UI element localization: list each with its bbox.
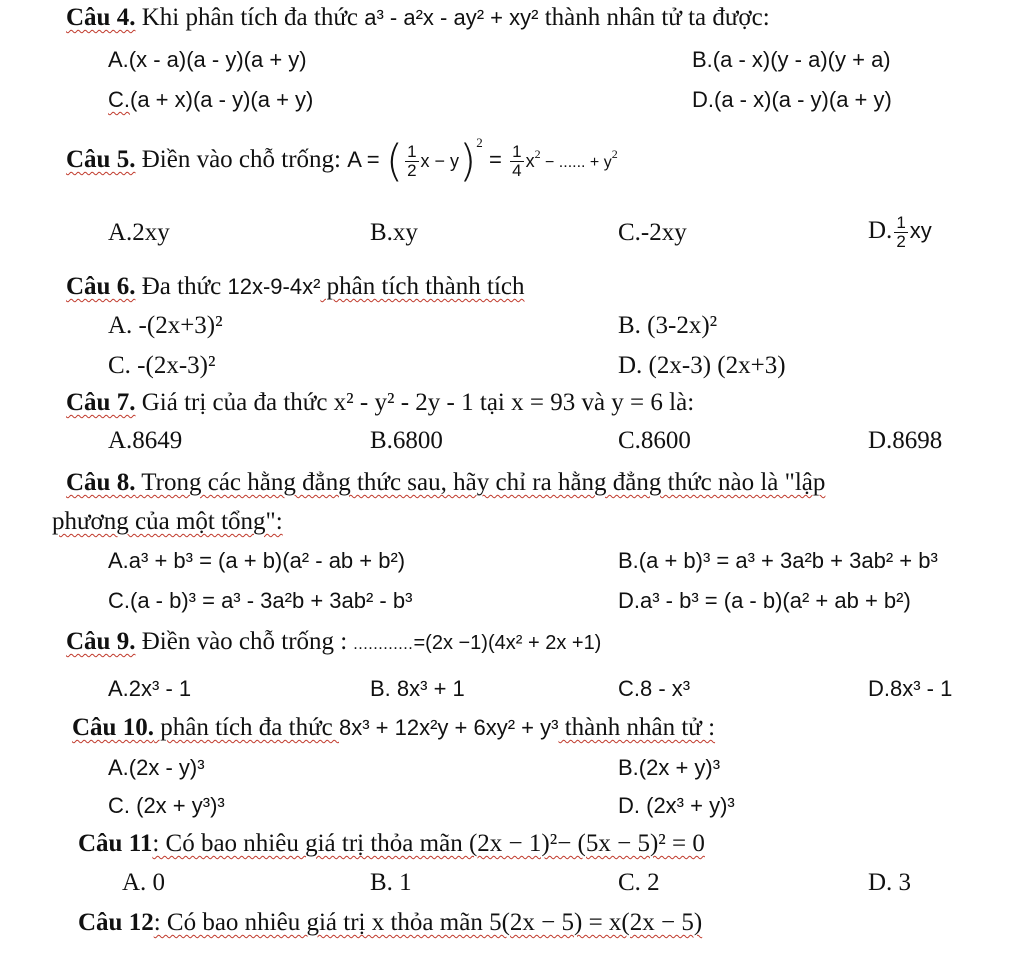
q9-expr: =(2x −1)(4x² + 2x +1) (413, 632, 602, 654)
q6-option-b[interactable]: B. (3-2x)² (618, 312, 718, 339)
q6-option-d[interactable]: D. (2x-3) (2x+3) (618, 352, 786, 379)
q9-option-a[interactable]: A.2x³ - 1 (108, 676, 192, 701)
q4-option-d[interactable]: D.(a - x)(a - y)(a + y) (692, 87, 892, 112)
q7-stem (66, 387, 694, 419)
q4-option-a[interactable]: A.(x - a)(a - y)(a + y) (108, 47, 307, 72)
q8-option-d[interactable]: D.a³ - b³ = (a - b)(a² + ab + b²) (618, 588, 911, 613)
q10-option-c[interactable]: C. (2x + y³)³ (108, 793, 225, 818)
q5-quarter-frac: $\frac{1}{4}$ (512, 141, 522, 180)
q11-option-d[interactable]: D. 3 (868, 869, 912, 896)
q4-option-b[interactable]: B.(a - x)(y - a)(y + a) (692, 47, 891, 72)
q11-stem: Câu 11: Có bao nhiêu giá trị thỏa mãn (2x − 1)²− (5x − 5)² = 0 (78, 830, 705, 857)
q5-label: Câu 5. (66, 146, 136, 173)
q9-stem: Câu 9. Điền vào chỗ trống : ............=(2x −1)(4x² + 2x +1) (66, 628, 602, 655)
q4-text-post: thành nhân tử ta được: (538, 4, 770, 31)
q8-option-b[interactable]: B.(a + b)³ = a³ + 3a²b + 3ab² + b³ (618, 548, 938, 573)
q4-text-pre: Khi phân tích đa thức (135, 4, 365, 31)
q5-option-a[interactable]: A.2xy (108, 219, 170, 246)
q10-option-b[interactable]: B.(2x + y)³ (618, 755, 721, 780)
q6-stem: Câu 6. Đa thức 12x-9-4x² phân tích thành tích (66, 273, 525, 300)
q5-option-c[interactable]: C.-2xy (618, 219, 687, 246)
q10-label: Câu 10. (72, 714, 154, 741)
q10-option-a[interactable]: A.(2x - y)³ (108, 755, 205, 780)
q5-option-d[interactable]: D. $\frac{1}{2}$ xy (868, 212, 932, 251)
q10-stem: Câu 10. phân tích đa thức 8x³ + 12x²y + 6xy² + y³ thành nhân tử : (72, 714, 716, 741)
q10-option-d[interactable]: D. (2x³ + y)³ (618, 793, 735, 818)
q9-option-b[interactable]: B. 8x³ + 1 (370, 676, 465, 701)
q8-option-a[interactable]: A.a³ + b³ = (a + b)(a² - ab + b²) (108, 548, 406, 573)
q11-label: Câu 11 (78, 830, 153, 857)
q11-option-b[interactable]: B. 1 (370, 869, 412, 896)
q6-option-c[interactable]: C. -(2x-3)² (108, 352, 216, 379)
q5-text: Điền vào chỗ trống: (135, 146, 348, 173)
q8-stem-line1: Câu 8. Trong các hằng đẳng thức sau, hãy chỉ ra hằng đẳng thức nào là "lập (66, 469, 826, 496)
q9-blank[interactable]: ............ (353, 636, 414, 653)
q10-expr: 8x³ + 12x²y + 6xy² + y³ (339, 715, 559, 740)
q5-stem: Câu 5. Điền vào chỗ trống: A = ( $\frac{1}{2}$ x − y)$^2$ = $\frac{1}{4}$ $x^2$ − ...... + $y^2$ (66, 135, 618, 187)
q7-option-c[interactable]: C.8600 (618, 427, 691, 454)
q8-stem-line2: phương của một tổng": (52, 508, 283, 535)
q7-option-b[interactable]: B.6800 (370, 427, 443, 454)
q4-stem (66, 2, 770, 34)
q8-label: Câu 8. (66, 469, 136, 496)
q5-lhs: A = (347, 147, 380, 172)
q7-text: Giá trị của đa thức x² - y² - 2y - 1 tại x = 93 và y = 6 là: (135, 389, 695, 416)
q12-stem: Câu 12: Có bao nhiêu giá trị x thỏa mãn 5(2x − 5) = x(2x − 5) (78, 909, 703, 936)
q4-expr: a³ - a²x - ay² + xy² (364, 5, 539, 30)
q11-option-c[interactable]: C. 2 (618, 869, 660, 896)
q5-blank[interactable]: − ...... + y (540, 154, 612, 171)
q6-option-a[interactable]: A. -(2x+3)² (108, 312, 223, 339)
q4-label: Câu 4. (66, 4, 136, 31)
q7-label: Câu 7. (66, 389, 136, 416)
q9-option-c[interactable]: C.8 - x³ (618, 676, 691, 701)
q9-option-d[interactable]: D.8x³ - 1 (868, 676, 953, 701)
q11-option-a[interactable]: A. 0 (122, 869, 166, 896)
q7-option-a[interactable]: A.8649 (108, 427, 183, 454)
q12-label: Câu 12 (78, 909, 154, 936)
q7-option-d[interactable]: D.8698 (868, 427, 943, 454)
q5-half-frac: $\frac{1}{2}$ (407, 141, 417, 180)
q6-label: Câu 6. (66, 273, 136, 300)
q4-option-c[interactable]: C.(a + x)(a - y)(a + y) (108, 87, 314, 112)
q8-option-c[interactable]: C.(a - b)³ = a³ - 3a²b + 3ab² - b³ (108, 588, 413, 613)
q9-label: Câu 9. (66, 628, 136, 655)
q6-expr: 12x-9-4x² (227, 274, 321, 299)
q5-option-b[interactable]: B.xy (370, 219, 418, 246)
